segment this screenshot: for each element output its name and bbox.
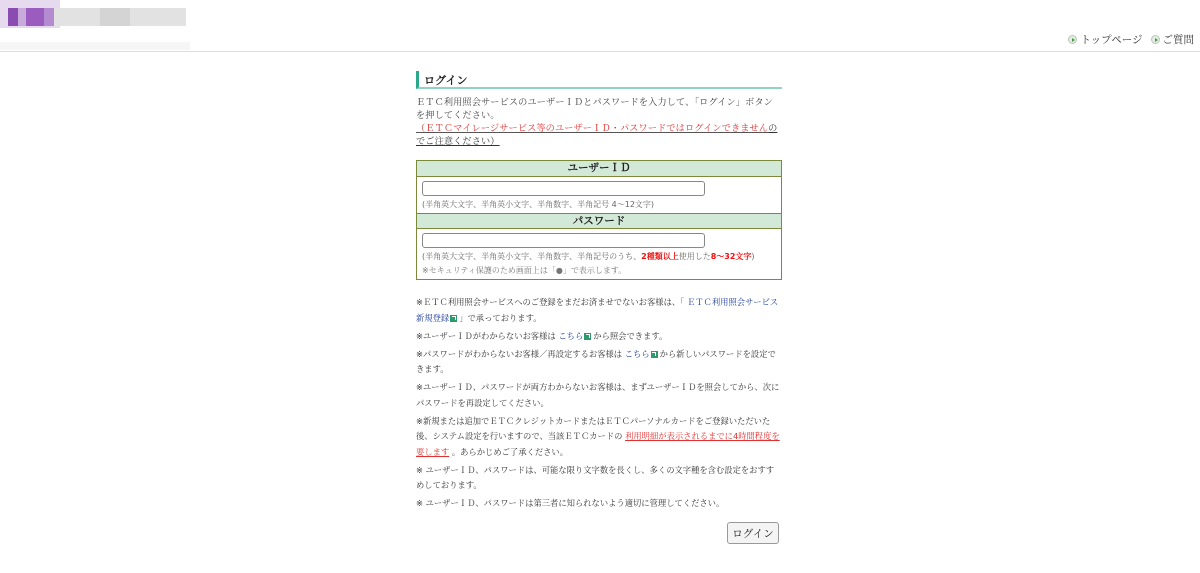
arrow-bullet-icon [1151,35,1160,44]
header-nav [1068,32,1194,47]
intro-text [416,96,782,148]
page-title: ログイン [416,71,782,89]
user-id-cell [417,177,781,213]
hint-emphasis: 2種類以上 [641,252,679,261]
login-section [416,71,782,514]
hint-emphasis: 8～32文字 [710,252,752,261]
link-label: こちら [624,348,650,359]
note-text: 。あらかじめご了承ください。 [451,446,569,457]
nav-faq-link[interactable] [1151,32,1195,47]
note-credential-safety: ※ ユーザーＩＤ、パスワードは第三者に知られないよう適切に管理してください。 [416,498,725,508]
password-hint [422,251,776,262]
security-note: ※セキュリティ保護のため画面上は「●」で表示します。 [422,266,627,275]
intro-instruction: ＥＴＣ利用照会サービスのユーザーＩＤとパスワードを入力して、「ログイン」ボタンを押してください。 [416,97,773,121]
hint-text: ) [751,252,755,261]
user-id-hint: (半角英大文字、半角英小文字、半角数字、半角記号 4～12文字) [422,200,655,209]
external-link-icon [651,351,658,358]
forgot-id-link[interactable] [558,331,593,341]
nav-label: トップページ [1080,34,1143,46]
login-form [416,160,782,280]
note-text: 」で承っております。 [459,312,542,323]
login-button[interactable]: ログイン [727,522,779,544]
note-registration [416,295,782,326]
warning-tail: のでご注意ください） [416,123,778,147]
user-id-input[interactable] [422,181,705,196]
nav-label: ご質問 [1162,34,1194,46]
arrow-bullet-icon [1068,35,1077,44]
note-password-strength: ※ ユーザーＩＤ、パスワードは、可能な限り文字数を長くし、多くの文字種を含む設定をおすすめしております。 [416,464,775,490]
hint-text: (半角英大文字、半角英小文字、半角数字、半角記号のうち、 [422,252,642,261]
user-id-header: ユーザーＩＤ [417,161,781,177]
forgot-password-link[interactable] [625,349,660,359]
external-link-icon [450,315,457,322]
note-forgot-id [416,329,782,345]
page-header [0,0,1200,52]
note-card-registration [416,414,782,461]
note-text: から新しいパスワードを設定できます。 [416,348,776,374]
note-text: ※新規または追加でＥＴＣクレジットカードまたはＥＴＣパーソナルカードをご登録いただいた後、システム設定を行いますので、当該ＥＴＣカードの [416,415,771,441]
logo[interactable] [0,0,190,50]
note-text: ※ユーザーＩＤがわからないお客様は [416,330,556,341]
note-text: ※ＥＴＣ利用照会サービスへのご登録をまだお済ませでないお客様は、「 [416,297,685,307]
nav-top-page-link[interactable] [1068,32,1142,47]
link-label: こちら [558,330,584,341]
hint-text: 使用した [678,252,711,261]
note-both-forgotten: ※ユーザーＩＤ、パスワードが両方わからないお客様は、まずユーザーＩＤを照会してから、次にパスワードを再設定してください。 [416,382,780,408]
note-text: から照会できます。 [593,330,668,341]
link-label: ＥＴＣ利用照会サービス新規登録 [416,297,779,323]
note-text: ※パスワードがわからないお客様／再設定するお客様は [416,348,623,359]
external-link-icon [584,333,591,340]
password-cell [417,229,781,279]
password-header: パスワード [417,213,781,229]
password-input[interactable] [422,233,705,248]
processing-time-link[interactable]: 利用明細が表示されるまでに4時間程度を要します [416,431,780,457]
warning-text: （ＥＴＣマイレージサービス等のユーザーＩＤ・パスワードではログインできません [416,123,769,134]
note-forgot-password [416,347,782,378]
notes-list [416,295,782,512]
